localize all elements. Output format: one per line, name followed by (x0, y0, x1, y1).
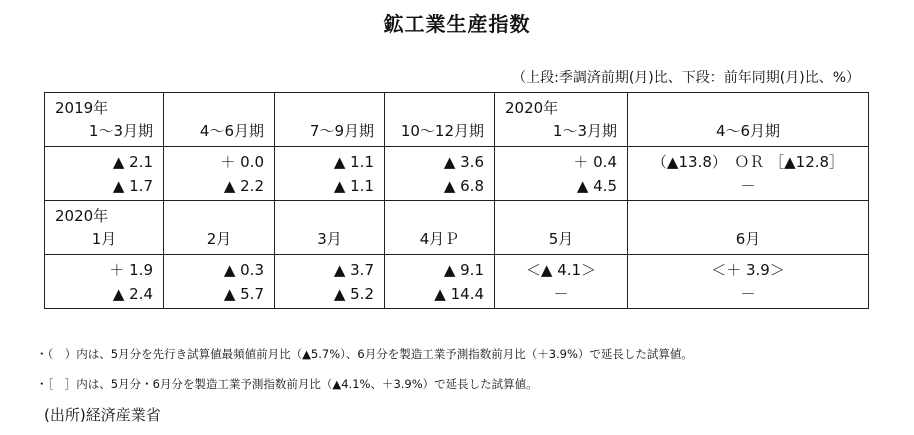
value-cell (495, 147, 628, 201)
value-cell (628, 255, 869, 309)
year-label: 2020年 (505, 98, 559, 117)
upper-value: ▲ 1.1 (333, 152, 374, 171)
lower-value: ▲ 1.7 (112, 176, 153, 195)
period-label: 1～3月期 (552, 121, 617, 140)
value-cell (275, 147, 385, 201)
period-label: 10～12月期 (400, 121, 484, 140)
lower-value: ▲ 14.4 (434, 284, 484, 303)
year-label: 2020年 (55, 206, 109, 225)
upper-value: ＋ 0.0 (220, 152, 264, 171)
month-header-cell (164, 201, 275, 255)
lower-value: － (740, 284, 756, 303)
quarter-header-cell (495, 93, 628, 147)
page-title: 鉱工業生産指数 (383, 12, 531, 36)
footnote: ・（ ）内は、5月分を先行き試算値最頻値前月比（▲5.7%）、6月分を製造工業予測指数前月比（＋3.9%）で延長した試算値。 (36, 347, 693, 361)
month-values-row (45, 255, 869, 309)
year-label: 2019年 (55, 98, 109, 117)
footnote: ・［ ］内は、5月分・6月分を製造工業予測指数前月比（▲4.1%、＋3.9%）で延長した試算値。 (36, 377, 538, 391)
quarter-header-cell (275, 93, 385, 147)
month-header-cell (385, 201, 495, 255)
quarter-header-cell (628, 93, 869, 147)
value-cell (275, 255, 385, 309)
upper-value: ▲ 3.6 (443, 152, 484, 171)
month-header-row (45, 201, 869, 255)
value-cell (45, 147, 164, 201)
value-cell (45, 255, 164, 309)
month-label: 5月 (548, 229, 574, 248)
lower-value: ▲ 5.7 (223, 284, 264, 303)
month-header-cell (495, 201, 628, 255)
value-cell (164, 255, 275, 309)
month-header-cell (628, 201, 869, 255)
lower-value: ▲ 2.4 (112, 284, 153, 303)
quarter-header-row (45, 93, 869, 147)
month-header-cell (45, 201, 164, 255)
month-label: 2月 (206, 229, 232, 248)
value-cell (628, 147, 869, 201)
period-label: 7～9月期 (309, 121, 374, 140)
quarter-header-cell (45, 93, 164, 147)
lower-value: ▲ 4.5 (576, 176, 617, 195)
lower-value: ▲ 5.2 (333, 284, 374, 303)
lower-value: ▲ 2.2 (223, 176, 264, 195)
upper-value: ＋ 1.9 (109, 260, 153, 279)
upper-value: ▲ 2.1 (112, 152, 153, 171)
upper-value: ＜＋ 3.9＞ (711, 260, 785, 279)
quarter-header-cell (385, 93, 495, 147)
quarter-values-row (45, 147, 869, 201)
lower-value: ▲ 6.8 (443, 176, 484, 195)
source-label: (出所)経済産業省 (44, 406, 161, 424)
upper-value: ▲ 0.3 (223, 260, 264, 279)
value-cell (164, 147, 275, 201)
value-cell (495, 255, 628, 309)
period-label: 4～6月期 (715, 121, 781, 140)
upper-value: （▲13.8） ＯＲ ［▲12.8］ (651, 152, 845, 171)
period-label: 4～6月期 (199, 121, 264, 140)
upper-value: ＜▲ 4.1＞ (525, 260, 597, 279)
month-label: 4月Ｐ (419, 229, 460, 248)
lower-value: － (553, 284, 569, 303)
upper-value: ▲ 9.1 (443, 260, 484, 279)
period-label: 1～3月期 (88, 121, 153, 140)
month-header-cell (275, 201, 385, 255)
value-cell (385, 147, 495, 201)
lower-value: ▲ 1.1 (333, 176, 374, 195)
quarter-header-cell (164, 93, 275, 147)
lower-value: － (740, 176, 756, 195)
month-label: 3月 (317, 229, 342, 248)
unit-note: （上段:季調済前期(月)比、下段：前年同期(月)比、%） (512, 70, 860, 86)
month-label: 1月 (91, 229, 117, 248)
production-index-table (44, 92, 869, 309)
upper-value: ＋ 0.4 (573, 152, 617, 171)
value-cell (385, 255, 495, 309)
upper-value: ▲ 3.7 (333, 260, 374, 279)
month-label: 6月 (735, 229, 761, 248)
